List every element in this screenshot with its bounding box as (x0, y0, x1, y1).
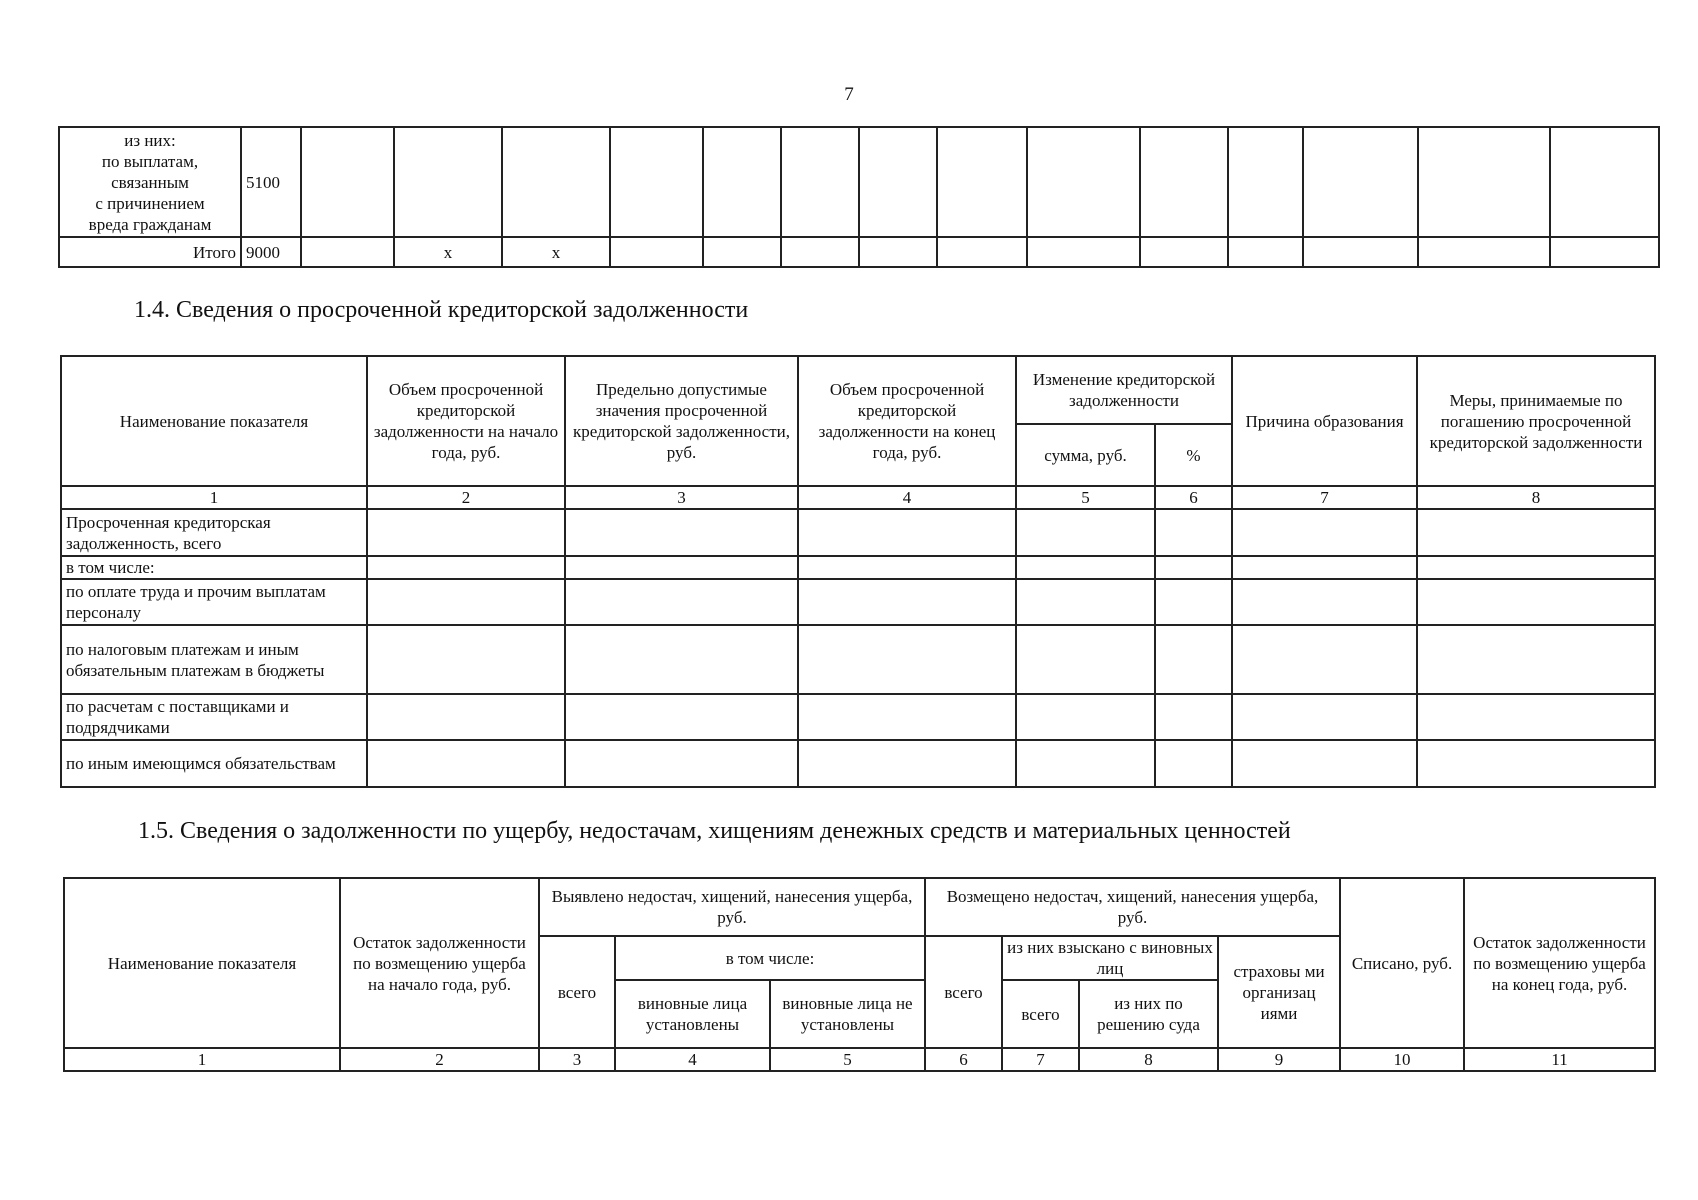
damage-debt-table (63, 877, 1656, 1072)
header-limit: Предельно допустимые значения просроченной кредиторской задолженности, руб. (565, 356, 798, 486)
header-incl: в том числе: (615, 936, 925, 980)
table-row (59, 237, 1659, 267)
column-number: 3 (539, 1048, 615, 1071)
table-cell (781, 237, 859, 267)
column-number: 5 (770, 1048, 925, 1071)
header-total: всего (539, 936, 615, 1048)
table-cell (301, 127, 394, 237)
table-cell (610, 127, 703, 237)
column-number: 1 (61, 486, 367, 509)
table-cell (1228, 237, 1303, 267)
row-label: в том числе: (61, 556, 367, 579)
header-insurance: страховы ми организац иями (1218, 936, 1340, 1048)
table-cell: x (394, 237, 502, 267)
column-number: 2 (367, 486, 565, 509)
table-row (61, 740, 1655, 787)
table-cell (859, 237, 937, 267)
table-cell: x (502, 237, 610, 267)
header-found: виновные лица установлены (615, 980, 770, 1048)
table-row (61, 509, 1655, 556)
table-cell (859, 127, 937, 237)
column-number: 9 (1218, 1048, 1340, 1071)
table-cell (502, 127, 610, 237)
table-row (61, 579, 1655, 625)
overdue-payables-table (60, 355, 1656, 788)
header-start: Остаток задолженности по возмещению ущерба на начало года, руб. (340, 878, 539, 1048)
header-notfound: виновные лица не установлены (770, 980, 925, 1048)
column-number: 4 (798, 486, 1016, 509)
row-label: Просроченная кредиторская задолженность, всего (61, 509, 367, 556)
row-code: 9000 (241, 237, 301, 267)
table-cell (1027, 237, 1140, 267)
row-label: из них: по выплатам, связанным с причинением вреда гражданам (59, 127, 241, 237)
column-numbers-row (61, 486, 1655, 509)
row-label: Итого (59, 237, 241, 267)
table-cell (781, 127, 859, 237)
header-sum: сумма, руб. (1016, 424, 1155, 486)
table-cell (1418, 127, 1550, 237)
header-name: Наименование показателя (61, 356, 367, 486)
table-cell (1550, 127, 1659, 237)
row-label: по налоговым платежам и иным обязательным платежам в бюджеты (61, 625, 367, 694)
header-end: Остаток задолженности по возмещению ущерба на конец года, руб. (1464, 878, 1655, 1048)
page-number: 7 (844, 84, 854, 105)
column-number: 8 (1079, 1048, 1218, 1071)
header-name: Наименование показателя (64, 878, 340, 1048)
table-row (61, 625, 1655, 694)
header-pct: % (1155, 424, 1232, 486)
row-code: 5100 (241, 127, 301, 237)
table-cell (1228, 127, 1303, 237)
table-cell (937, 237, 1027, 267)
table-cell (1418, 237, 1550, 267)
table-cell (703, 237, 781, 267)
header-change: Изменение кредиторской задолженности (1016, 356, 1232, 424)
table-row (59, 127, 1659, 237)
header-start: Объем просроченной кредиторской задолженности на начало года, руб. (367, 356, 565, 486)
row-label: по расчетам с поставщиками и подрядчиками (61, 694, 367, 740)
table-row (61, 694, 1655, 740)
column-number: 1 (64, 1048, 340, 1071)
table-cell (610, 237, 703, 267)
column-number: 2 (340, 1048, 539, 1071)
column-number: 6 (925, 1048, 1002, 1071)
header-end: Объем просроченной кредиторской задолженности на конец года, руб. (798, 356, 1016, 486)
table-cell (1550, 237, 1659, 267)
column-number: 8 (1417, 486, 1655, 509)
table-cell (1140, 127, 1228, 237)
table-cell (1303, 127, 1418, 237)
column-number: 5 (1016, 486, 1155, 509)
row-label: по иным имеющимся обязательствам (61, 740, 367, 787)
header-total3: всего (1002, 980, 1079, 1048)
header-written-off: Списано, руб. (1340, 878, 1464, 1048)
header-reason: Причина образования (1232, 356, 1417, 486)
section-15-title: 1.5. Сведения о задолженности по ущербу, недостачам, хищениям денежных средств и материальных ценностей (138, 818, 1291, 844)
table-cell (1027, 127, 1140, 237)
column-number: 10 (1340, 1048, 1464, 1071)
table-cell (1303, 237, 1418, 267)
column-number: 11 (1464, 1048, 1655, 1071)
section-14-title: 1.4. Сведения о просроченной кредиторской задолженности (134, 297, 749, 323)
table-cell (301, 237, 394, 267)
column-number: 7 (1232, 486, 1417, 509)
column-number: 7 (1002, 1048, 1079, 1071)
header-recovered: из них взыскано с виновных лиц (1002, 936, 1218, 980)
table-cell (394, 127, 502, 237)
table-cell (703, 127, 781, 237)
column-number: 3 (565, 486, 798, 509)
column-number: 6 (1155, 486, 1232, 509)
header-total2: всего (925, 936, 1002, 1048)
column-number: 4 (615, 1048, 770, 1071)
table-row (61, 556, 1655, 579)
table-cell (937, 127, 1027, 237)
continuation-table (58, 126, 1660, 268)
table-cell (1140, 237, 1228, 267)
column-numbers-row (64, 1048, 1655, 1071)
row-label: по оплате труда и прочим выплатам персоналу (61, 579, 367, 625)
header-court: из них по решению суда (1079, 980, 1218, 1048)
header-detected: Выявлено недостач, хищений, нанесения ущерба, руб. (539, 878, 925, 936)
header-measures: Меры, принимаемые по погашению просроченной кредиторской задолженности (1417, 356, 1655, 486)
header-compensated: Возмещено недостач, хищений, нанесения ущерба, руб. (925, 878, 1340, 936)
